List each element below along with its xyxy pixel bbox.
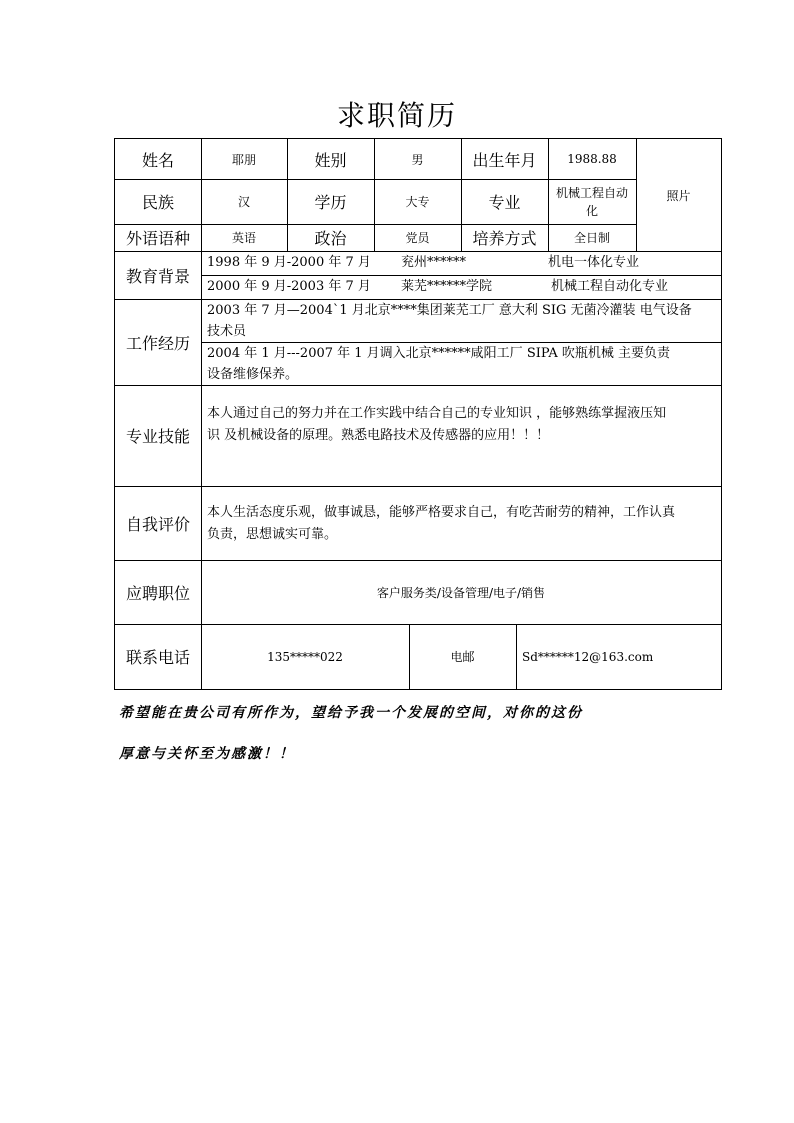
self-eval-text bbox=[207, 502, 719, 546]
name-label: 姓名 bbox=[141, 150, 174, 170]
phone-label: 联系电话 bbox=[125, 648, 190, 667]
resume-table bbox=[114, 138, 722, 690]
birth-value: 1988.88 bbox=[567, 152, 617, 166]
education-major: 机电一体化专业 bbox=[548, 255, 640, 270]
skills-line: 识 及机械设备的原理。熟悉电路技术及传感器的应用！！！ bbox=[207, 428, 550, 443]
closing-line: 厚意与关怀至为感激！！ bbox=[119, 746, 295, 762]
email-label: 电邮 bbox=[450, 650, 475, 664]
name-value: 耶朋 bbox=[231, 152, 256, 167]
self-eval-label: 自我评价 bbox=[125, 514, 190, 534]
skills-line: 本人通过自己的努力并在工作实践中结合自己的专业知识 ，能够熟练掌握液压知 bbox=[207, 406, 667, 421]
work-line: 2004 年 1 月---2007 年 1 月调入北京******咸阳工厂 SIPA 吹瓶机械 主要负责 bbox=[207, 346, 671, 361]
work-item bbox=[207, 300, 719, 342]
ethnic-value: 汉 bbox=[237, 195, 250, 209]
major-value bbox=[548, 179, 636, 224]
work-line: 2003 年 7 月—2004`1 月北京****集团莱芜工厂 意大利 SIG 无菌冷灌装 电气设备 bbox=[207, 303, 692, 318]
politics-label: 政治 bbox=[314, 229, 347, 248]
self-eval-line: 本人生活态度乐观，做事诚恳，能够严格要求自己，有吃苦耐劳的精神，工作认真 bbox=[207, 505, 676, 520]
education-school: 莱芜******学院 bbox=[401, 279, 493, 294]
education-period: 1998 年 9 月-2000 年 7 月 bbox=[207, 255, 371, 270]
closing-line: 希望能在贵公司有所作为，望给予我一个发展的空间，对你的这份 bbox=[119, 705, 583, 721]
self-eval-line: 负责，思想诚实可靠。 bbox=[207, 527, 338, 542]
education-level-value: 大专 bbox=[405, 195, 430, 209]
phone-value: 135*****022 bbox=[267, 649, 343, 664]
training-mode-label: 培养方式 bbox=[472, 229, 537, 248]
work-line: 技术员 bbox=[207, 324, 247, 339]
work-label: 工作经历 bbox=[125, 333, 190, 353]
ethnic-label: 民族 bbox=[141, 193, 174, 212]
major-value-line1: 机械工程自动 bbox=[555, 185, 628, 200]
work-line: 设备维修保养。 bbox=[207, 367, 299, 382]
gender-value: 男 bbox=[411, 152, 424, 167]
major-label: 专业 bbox=[488, 193, 521, 212]
page-title: 求职简历 bbox=[336, 99, 457, 132]
language-label: 外语语种 bbox=[125, 229, 190, 248]
education-period: 2000 年 9 月-2003 年 7 月 bbox=[207, 279, 371, 294]
photo-placeholder: 照片 bbox=[666, 188, 691, 203]
language-value: 英语 bbox=[231, 231, 256, 245]
education-row bbox=[207, 276, 717, 299]
work-item bbox=[207, 343, 719, 385]
education-school: 兖州****** bbox=[401, 255, 467, 270]
position-label: 应聘职位 bbox=[125, 583, 190, 603]
education-label: 教育背景 bbox=[125, 266, 190, 286]
politics-value: 党员 bbox=[405, 231, 430, 245]
email-value: Sd******12@163.com bbox=[522, 649, 654, 664]
skills-text bbox=[207, 403, 719, 447]
gender-label: 姓别 bbox=[314, 150, 347, 170]
birth-label: 出生年月 bbox=[472, 150, 537, 170]
major-value-line2: 化 bbox=[585, 203, 598, 218]
position-value: 客户服务类/设备管理/电子/销售 bbox=[376, 585, 546, 600]
education-row bbox=[207, 252, 717, 275]
education-level-label: 学历 bbox=[314, 193, 347, 212]
training-mode-value: 全日制 bbox=[573, 231, 610, 245]
skills-label: 专业技能 bbox=[125, 427, 190, 446]
education-major: 机械工程自动化专业 bbox=[551, 279, 669, 294]
